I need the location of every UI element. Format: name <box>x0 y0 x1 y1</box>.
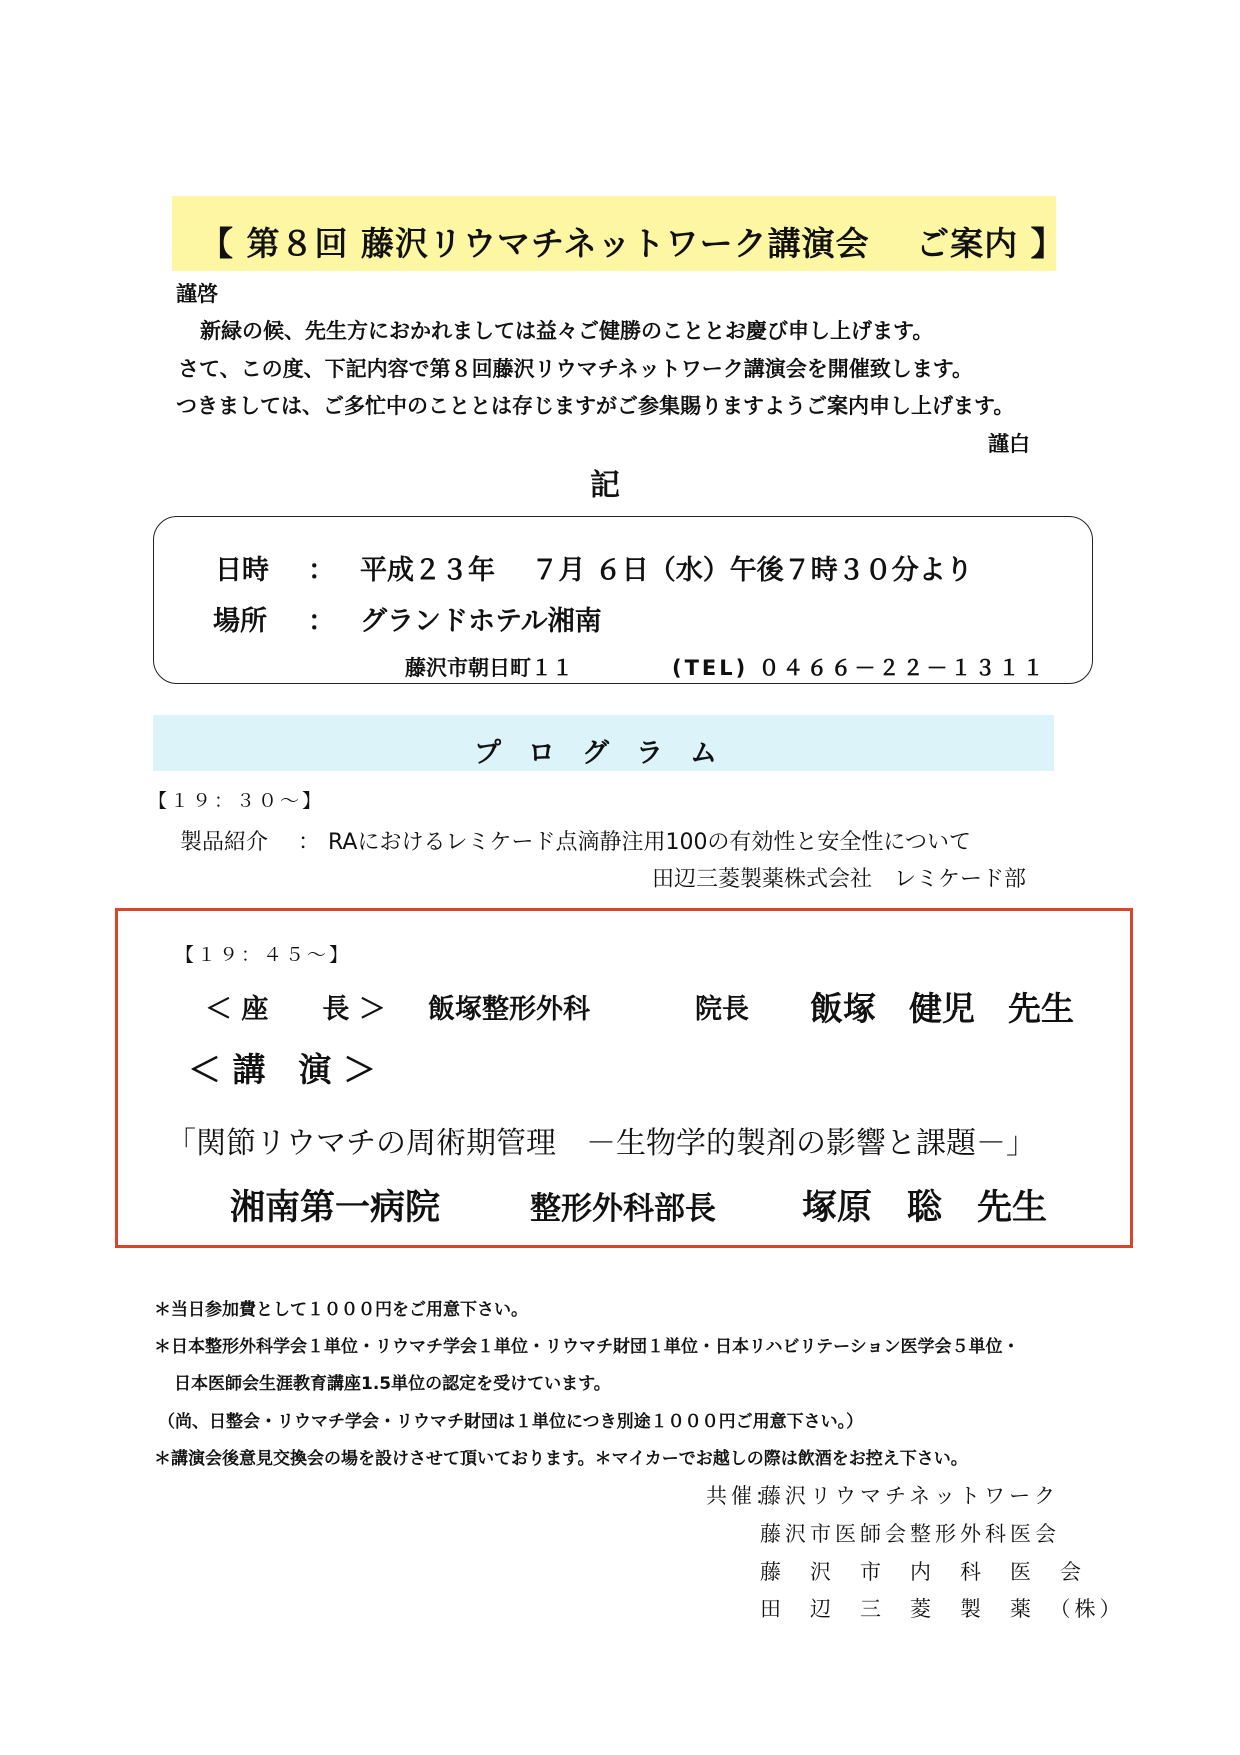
speaker-position: 整形外科部長 <box>530 1191 716 1227</box>
chair-label: ＜ 座 長 ＞ <box>205 994 386 1025</box>
note-fee: ＊当日参加費として１０００円をご用意下さい。 <box>154 1300 528 1320</box>
datetime-label: 日時 <box>215 555 269 586</box>
session1-colon: ： <box>298 830 321 855</box>
sponsor-4: 田 辺 三 菱 製 薬 （株） <box>760 1597 1125 1621</box>
session1-presenter: 田辺三菱製薬株式会社 レミケード部 <box>652 867 1027 892</box>
greeting-closing: 謹白 <box>988 432 1030 456</box>
sponsor-3: 藤 沢 市 内 科 医 会 <box>760 1560 1085 1584</box>
session2-time: 【１９：４５～】 <box>175 944 352 966</box>
chair-position: 院長 <box>695 994 749 1025</box>
place-label: 場所 <box>213 606 267 637</box>
page-title: 【 第８回 藤沢リウマチネットワーク講演会 ご案内 】 <box>200 224 1065 263</box>
address: 藤沢市朝日町１１ <box>405 656 573 680</box>
sponsor-label: 共催: <box>706 1484 768 1508</box>
place-colon: ： <box>308 606 335 637</box>
greeting-line-2: さて、この度、下記内容で第８回藤沢リウマチネットワーク講演会を開催致します。 <box>178 357 974 381</box>
note-credits-continued: 日本医師会生涯教育講座1.5単位の認定を受けています。 <box>174 1374 611 1394</box>
program-heading: プ ロ グ ラ ム <box>474 738 717 769</box>
greeting-line-3: つきましては、ご多忙中のこととは存じますがご参集賜りますようご案内申し上げます。 <box>176 394 1015 418</box>
lecture-title: 「関節リウマチの周術期管理 －生物学的製剤の影響と課題－」 <box>166 1126 1036 1161</box>
speaker-affiliation: 湘南第一病院 <box>230 1188 441 1228</box>
telephone: (TEL) ０４６６－２２－１３１１ <box>672 656 1047 680</box>
session1-time: 【１９：３０～】 <box>148 790 325 812</box>
greeting-line-1: 新緑の候、先生方におかれましては益々ご健勝のこととお慶び申し上げます。 <box>200 319 934 343</box>
greeting-opening: 謹啓 <box>176 282 218 306</box>
ki-heading: 記 <box>590 468 620 503</box>
note-reception: ＊講演会後意見交換会の場を設けさせて頂いております。＊マイカーでお越しの際は飲酒をお控え下さい。 <box>154 1449 968 1469</box>
note-extra-fee: （尚、日整会・リウマチ学会・リウマチ財団は１単位につき別途１０００円ご用意下さい。） <box>158 1412 864 1432</box>
place-value: グランドホテル湘南 <box>360 606 602 637</box>
session1-topic: RAにおけるレミケード点滴静注用100の有効性と安全性について <box>328 830 971 855</box>
note-credits: ＊日本整形外科学会１単位・リウマチ学会１単位・リウマチ財団１単位・日本リハビリテーション医学会５単位・ <box>154 1337 1020 1357</box>
datetime-value: 平成２３年 ７月 ６日（水）午後７時３０分より <box>360 555 973 586</box>
session1-label: 製品紹介 <box>180 830 269 855</box>
lecture-label: ＜ 講 演 ＞ <box>188 1050 376 1089</box>
sponsor-1: 藤沢リウマチネットワーク <box>760 1484 1060 1508</box>
sponsor-2: 藤沢市医師会整形外科医会 <box>760 1522 1060 1546</box>
chair-affiliation: 飯塚整形外科 <box>428 994 590 1025</box>
chair-name: 飯塚 健児 先生 <box>810 989 1074 1028</box>
datetime-colon: ： <box>308 555 335 586</box>
speaker-name: 塚原 聡 先生 <box>802 1188 1048 1228</box>
